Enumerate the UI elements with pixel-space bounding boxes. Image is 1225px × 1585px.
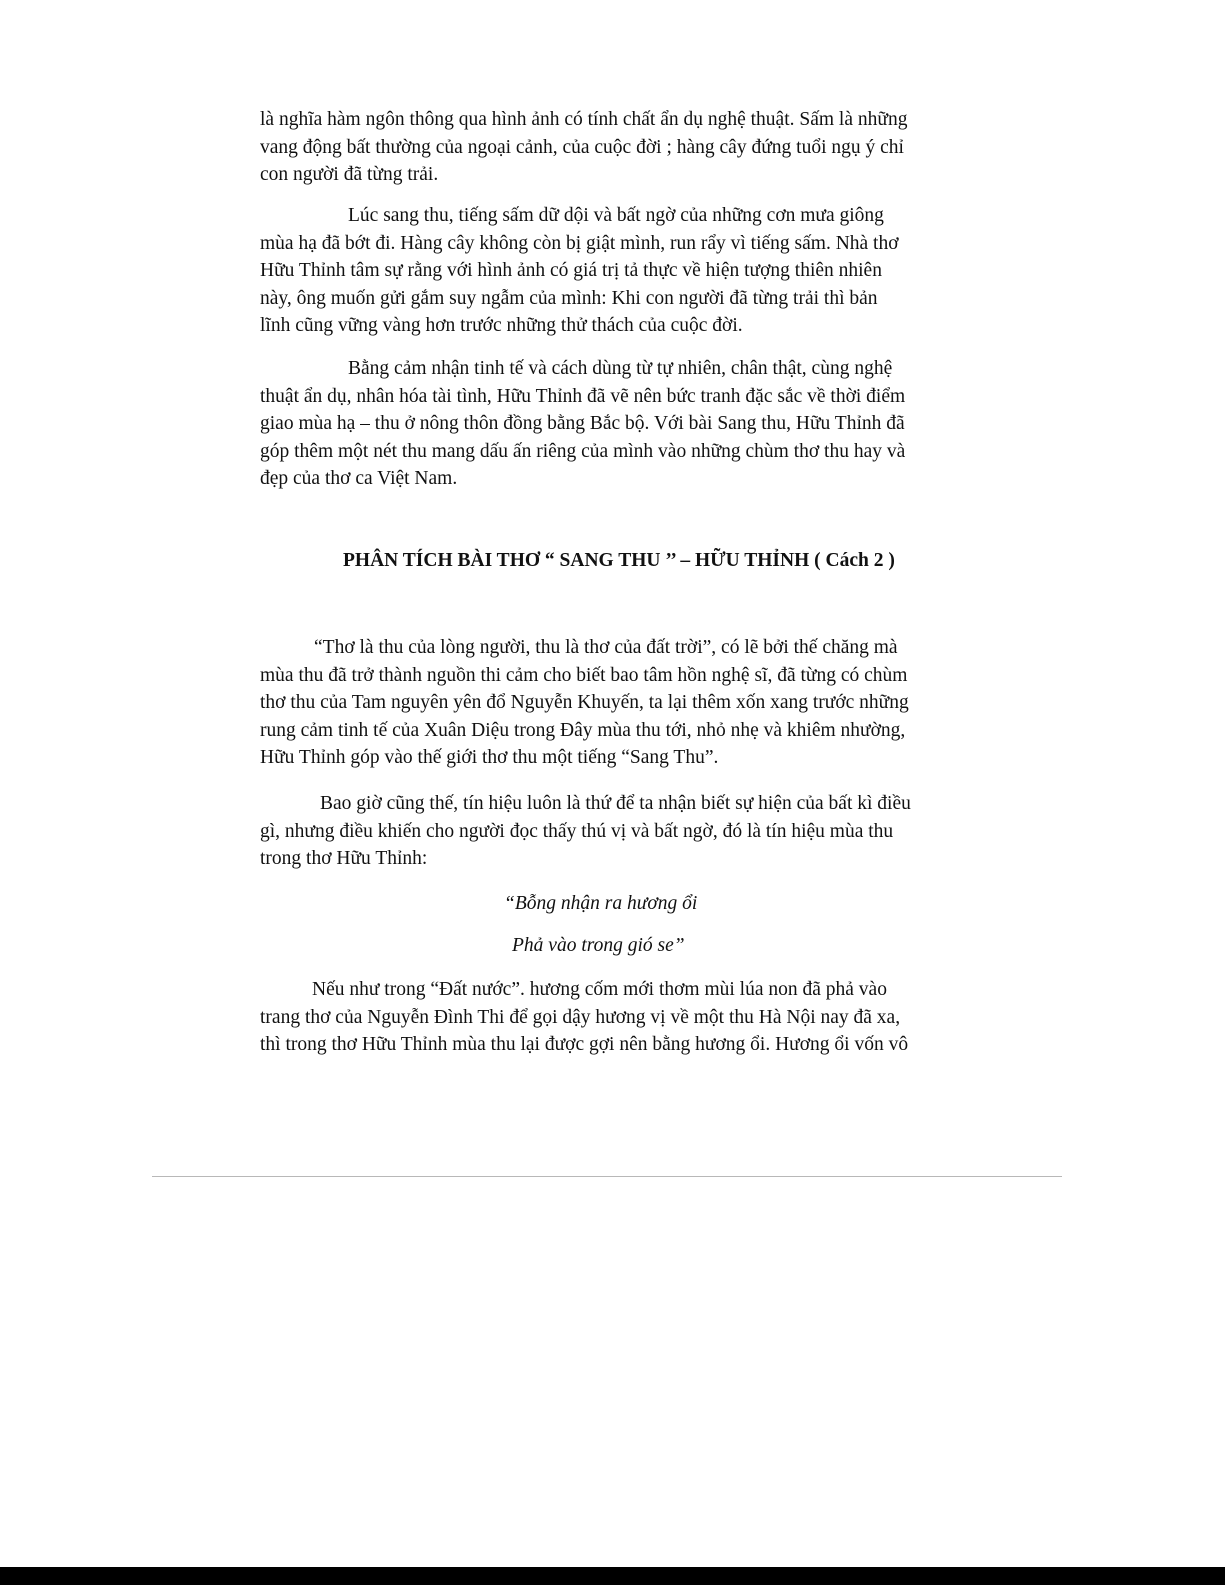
text-line: mùa thu đã trở thành nguồn thi cảm cho biết bao tâm hồn nghệ sĩ, đã từng có chùm bbox=[260, 664, 908, 686]
text-line: vang động bất thường của ngoại cảnh, của cuộc đời ; hàng cây đứng tuổi ngụ ý chỉ bbox=[260, 136, 904, 158]
text-line: gì, nhưng điều khiến cho người đọc thấy thú vị và bất ngờ, đó là tín hiệu mùa thu bbox=[260, 820, 894, 842]
text-line: giao mùa hạ – thu ở nông thôn đồng bằng Bắc bộ. Với bài Sang thu, Hữu Thỉnh đã bbox=[260, 413, 905, 434]
text-line: Bằng cảm nhận tinh tế và cách dùng từ tự nhiên, chân thật, cùng nghệ bbox=[348, 358, 893, 379]
page-divider bbox=[152, 1176, 1062, 1177]
text-line: con người đã từng trải. bbox=[260, 164, 439, 185]
text-line: rung cảm tinh tế của Xuân Diệu trong Đây mùa thu tới, nhỏ nhẹ và khiêm nhường, bbox=[260, 719, 906, 741]
text-line: trang thơ của Nguyễn Đình Thi để gọi dậy hương vị về một thu Hà Nội nay đã xa, bbox=[260, 1006, 901, 1028]
verse-line: Phả vào trong gió se” bbox=[512, 935, 685, 956]
text-line: thì trong thơ Hữu Thỉnh mùa thu lại được gợi nên bằng hương ổi. Hương ổi vốn vô bbox=[260, 1034, 909, 1055]
paragraph-2 bbox=[260, 202, 948, 340]
text-line: Lúc sang thu, tiếng sấm dữ dội và bất ngờ của những cơn mưa giông bbox=[348, 205, 884, 226]
text-line: góp thêm một nét thu mang dấu ấn riêng của mình vào những chùm thơ thu hay và bbox=[260, 440, 906, 462]
paragraph-1 bbox=[260, 106, 948, 189]
text-line: trong thơ Hữu Thỉnh: bbox=[260, 848, 428, 869]
bottom-bar bbox=[0, 1567, 1225, 1585]
paragraph-4 bbox=[260, 634, 952, 772]
text-line: đẹp của thơ ca Việt Nam. bbox=[260, 468, 458, 489]
verse-line: “Bỗng nhận ra hương ổi bbox=[504, 893, 698, 914]
text-line: Hữu Thỉnh góp vào thế giới thơ thu một tiếng “Sang Thu”. bbox=[260, 747, 719, 768]
paragraph-3 bbox=[260, 355, 948, 493]
text-line: thơ thu của Tam nguyên yên đổ Nguyễn Khuyến, ta lại thêm xốn xang trước những bbox=[260, 692, 909, 713]
text-line: Nếu như trong “Đất nước”. hương cốm mới thơm mùi lúa non đã phả vào bbox=[312, 979, 887, 1000]
paragraph-5 bbox=[260, 790, 952, 873]
paragraph-6 bbox=[260, 976, 952, 1059]
section-heading: PHÂN TÍCH BÀI THƠ “ SANG THU ’’ – HỮU THỈNH ( Cách 2 ) bbox=[343, 550, 895, 571]
text-line: mùa hạ đã bớt đi. Hàng cây không còn bị giật mình, run rẩy vì tiếng sấm. Nhà thơ bbox=[260, 232, 899, 254]
text-line: “Thơ là thu của lòng người, thu là thơ của đất trời”, có lẽ bởi thế chăng mà bbox=[314, 637, 898, 658]
text-line: Hữu Thỉnh tâm sự rằng với hình ảnh có giá trị tả thực về hiện tượng thiên nhiên bbox=[260, 260, 882, 281]
text-line: này, ông muốn gửi gắm suy ngẫm của mình: Khi con người đã từng trải thì bản bbox=[260, 287, 878, 309]
text-line: là nghĩa hàm ngôn thông qua hình ảnh có tính chất ẩn dụ nghệ thuật. Sấm là những bbox=[260, 109, 908, 130]
text-line: thuật ẩn dụ, nhân hóa tài tình, Hữu Thỉnh đã vẽ nên bức tranh đặc sắc về thời điểm bbox=[260, 385, 906, 407]
text-line: Bao giờ cũng thế, tín hiệu luôn là thứ để ta nhận biết sự hiện của bất kì điều bbox=[320, 793, 911, 814]
text-line: lĩnh cũng vững vàng hơn trước những thử thách của cuộc đời. bbox=[260, 315, 743, 336]
